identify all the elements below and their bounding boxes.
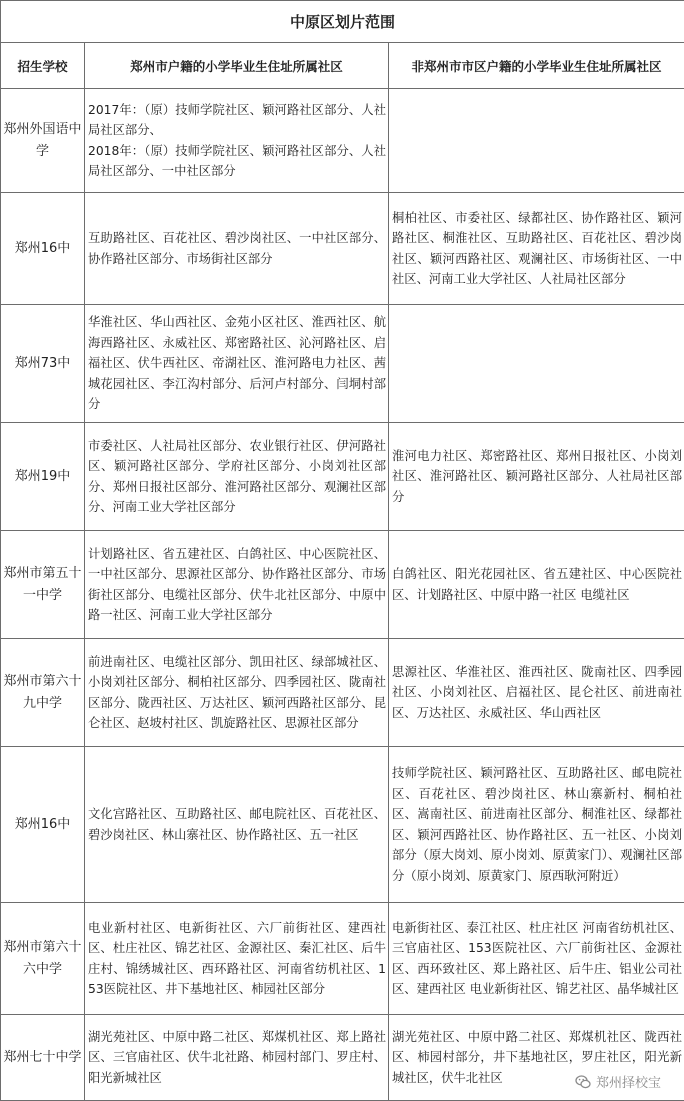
table-row [1, 193, 684, 305]
school-name: 郑州16中 [1, 193, 85, 305]
watermark [572, 1071, 664, 1092]
school-name: 郑州七十中学 [1, 1015, 85, 1101]
column-header-local-residents: 郑州市户籍的小学毕业生住址所属社区 [85, 43, 389, 89]
school-name: 郑州市第六十六中学 [1, 903, 85, 1015]
nonlocal-area-cell: 白鸽社区、阳光花园社区、省五建社区、中心医院社区、计划路社区、中原中路一社区 电缆社区 [389, 531, 684, 639]
local-area-2018: 2018年：（原）技师学院社区、颖河路社区部分、人社局社区部分、一中社区部分 [88, 141, 386, 182]
nonlocal-area-cell: 电新街社区、泰江社区、杜庄社区 河南省纺机社区、三官庙社区、153医院社区、六厂前街社区、金源社区、西环致社区、郑上路社区、后牛庄、铝业公司社区、建西社区 电业新街社区、锦艺社区、晶华城社区 [389, 903, 684, 1015]
table-title: 中原区划片范围 [1, 1, 684, 43]
local-area-cell: 前进南社区、电缆社区部分、凯田社区、绿部城社区、小岗刘社区部分、桐柏社区部分、四季园社区、陇南社区部分、陇西社区、万达社区、颖河西路社区部分、昆仑社区、赵坡村社区、凯旋路社区、思源社区部分 [85, 639, 389, 747]
table-row [1, 305, 684, 423]
local-area-cell: 华淮社区、华山西社区、金苑小区社区、淮西社区、航海西路社区、永威社区、郑密路社区、沁河路社区、启福社区、伏牛西社区、帝湖社区、淮河路电力社区、茜城花园社区、李江沟村部分、后河卢村部分、闫垌村部分 [85, 305, 389, 423]
nonlocal-area-cell: 淮河电力社区、郑密路社区、郑州日报社区、小岗刘社区、淮河路社区、颖河路社区部分、人社局社区部分 [389, 423, 684, 531]
table-row [1, 747, 684, 903]
local-area-2017: 2017年：（原）技师学院社区、颖河路社区部分、人社局社区部分、 [88, 100, 386, 141]
local-area-cell: 文化宫路社区、互助路社区、邮电院社区、百花社区、碧沙岗社区、林山寨社区、协作路社区、五一社区 [85, 747, 389, 903]
nonlocal-area-cell: 桐柏社区、市委社区、绿都社区、协作路社区、颖河路社区、桐淮社区、互助路社区、百花社区、碧沙岗社区、颖河西路社区、观澜社区、市场街社区、一中社区、河南工业大学社区、人社局社区部分 [389, 193, 684, 305]
school-name: 郑州19中 [1, 423, 85, 531]
local-area-cell [85, 89, 389, 193]
school-name: 郑州外国语中学 [1, 89, 85, 193]
nonlocal-area-cell: 湖光苑社区、中原中路二社区、郑煤机社区、陇西社区、柿园村部分，井下基地社区，罗庄社区，阳光新城社区，伏牛北社区 [389, 1015, 684, 1101]
table-row [1, 423, 684, 531]
local-area-cell: 互助路社区、百花社区、碧沙岗社区、一中社区部分、协作路社区部分、市场街社区部分 [85, 193, 389, 305]
column-header-school: 招生学校 [1, 43, 85, 89]
school-name: 郑州73中 [1, 305, 85, 423]
table-row [1, 903, 684, 1015]
watermark-text: 郑州择校宝 [596, 1072, 661, 1091]
school-name: 郑州市第六十九中学 [1, 639, 85, 747]
nonlocal-area-cell: 技师学院社区、颖河路社区、互助路社区、邮电院社区、百花社区、碧沙岗社区、林山寨新村、桐柏社区、嵩南社区、前进南社区部分、桐淮社区、绿都社区、颖河西路社区、协作路社区、五一社区、小岗刘部分（原大岗刘、原小岗刘、原黄家门）、观澜社区部分（原小岗刘、原黄家门、原西耿河附近） [389, 747, 684, 903]
nonlocal-area-cell [389, 89, 684, 193]
local-area-cell: 电业新村社区、电新街社区、六厂前街社区、建西社区、杜庄社区、锦艺社区、金源社区、秦汇社区、后牛庄村、锦绣城社区、西环路社区、河南省纺机社区、153医院社区、井下基地社区、柿园社区部分 [85, 903, 389, 1015]
column-header-nonlocal-residents: 非郑州市市区户籍的小学毕业生住址所属社区 [389, 43, 684, 89]
local-area-cell: 湖光苑社区、中原中路二社区、郑煤机社区、郑上路社区、三官庙社区、伏牛北社路、柿园村部门、罗庄村、阳光新城社区 [85, 1015, 389, 1101]
local-area-cell: 计划路社区、省五建社区、白鸽社区、中心医院社区、一中社区部分、思源社区部分、协作路社区部分、市场街社区部分、电缆社区部分、伏牛北社区部分、中原中路一社区、河南工业大学社区部分 [85, 531, 389, 639]
nonlocal-area-cell [389, 305, 684, 423]
table-row [1, 89, 684, 193]
nonlocal-area-cell: 思源社区、华淮社区、淮西社区、陇南社区、四季园社区、小岗刘社区、启福社区、昆仑社区、前进南社区、万达社区、永威社区、华山西社区 [389, 639, 684, 747]
table-row [1, 531, 684, 639]
local-area-cell: 市委社区、人社局社区部分、农业银行社区、伊河路社区、颖河路社区部分、学府社区部分、小岗刘社区部分、郑州日报社区部分、淮河路社区部分、观澜社区部分、河南工业大学社区部分 [85, 423, 389, 531]
wechat-icon [575, 1074, 591, 1090]
school-name: 郑州市第五十一中学 [1, 531, 85, 639]
school-name: 郑州16中 [1, 747, 85, 903]
table-row [1, 639, 684, 747]
